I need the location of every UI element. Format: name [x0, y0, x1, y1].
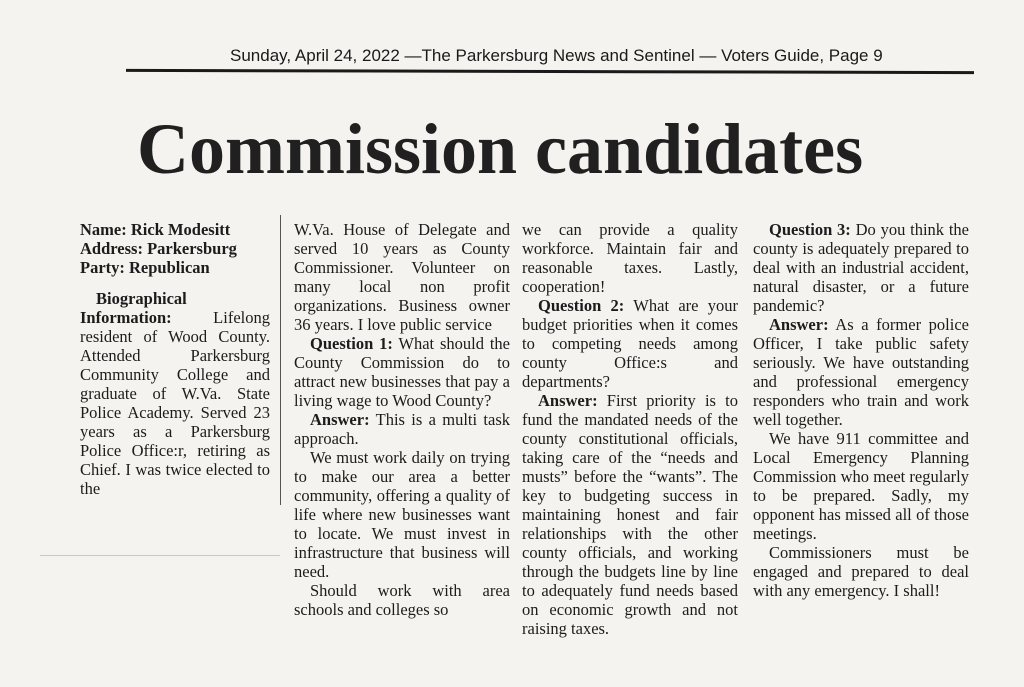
candidate-party: Party: Republican: [80, 258, 210, 277]
question-3-text: Do you think the county is adequately prepared to deal with an industrial accident, natural disaster, or a future pandemic?: [753, 220, 969, 315]
column-bottom-rule: [40, 555, 280, 556]
question-1: [294, 334, 510, 410]
page-header: Sunday, April 24, 2022 —The Parkersburg News and Sentinel — Voters Guide, Page 9: [230, 46, 883, 65]
candidate-name: Name: Rick Modesitt: [80, 220, 231, 239]
answer-1-label: Answer:: [310, 410, 370, 429]
question-2: [522, 296, 738, 391]
answer-2: [522, 391, 738, 638]
answer-2-label: Answer:: [538, 391, 598, 410]
bio-text: Lifelong resident of Wood County. Attended Parkersburg Community College and graduate of W.Va. State Police Academy. Served 23 years as a Parkersburg Police Office:r, retiring as Chief. I was twice elected to the: [80, 308, 270, 498]
answer-3-paragraph-3: Commissioners must be engaged and prepared to deal with any emergency. I shall!: [753, 543, 969, 600]
answer-1-paragraph-2: We must work daily on trying to make our area a better community, offering a quality of life where new businesses want to locate. We must invest in infrastructure that business will need.: [294, 448, 510, 581]
answer-3-paragraph-2: We have 911 committee and Local Emergency Planning Commission who meet regularly to be prepared. Sadly, my opponent has missed all of those meetings.: [753, 429, 969, 543]
question-3: [753, 220, 969, 315]
answer-2-text: First priority is to fund the mandated needs of the county constitutional officials, taking care of the “needs and musts” before the “wants”. The key to budgeting success in maintaining honest and fair relationships with the other county officials, and working through the budgets line by line to adequately fund needs based on economic growth and not raising taxes.: [522, 391, 739, 638]
answer-1-text: This is a multi task approach.: [294, 410, 510, 448]
headline: Commission candidates: [137, 109, 864, 189]
bio-continued: W.Va. House of Delegate and served 10 years as County Commissioner. Volunteer on many local non profit organizations. Business owner 36 years. I love public service: [294, 220, 510, 334]
question-3-label: Question 3:: [769, 220, 851, 239]
candidate-address: Address: Parkersburg: [80, 239, 237, 258]
column-3: [522, 220, 738, 638]
answer-1-paragraph-3: Should work with area schools and colleges so: [294, 581, 510, 619]
column-divider: [280, 215, 281, 505]
bio-paragraph: [80, 289, 270, 498]
answer-1-continued: we can provide a quality workforce. Maintain fair and reasonable taxes. Lastly, cooperation!: [522, 220, 738, 296]
question-2-text: What are your budget priorities when it comes to competing needs among county Office:s and departments?: [522, 296, 738, 391]
answer-3: [753, 315, 969, 429]
answer-3-text: As a former police Officer, I take public safety seriously. We have outstanding and professional emergency responders who train and work well together.: [753, 315, 969, 429]
question-2-label: Question 2:: [538, 296, 625, 315]
question-1-text: What should the County Commission do to attract new businesses that pay a living wage to Wood County?: [294, 334, 510, 410]
header-rule: [126, 69, 974, 74]
answer-1: [294, 410, 510, 448]
answer-3-label: Answer:: [769, 315, 829, 334]
bio-label: Biographical Information:: [80, 289, 187, 327]
column-2: [294, 220, 510, 619]
column-4: [753, 220, 969, 600]
question-1-label: Question 1:: [310, 334, 393, 353]
column-1: [80, 220, 270, 498]
